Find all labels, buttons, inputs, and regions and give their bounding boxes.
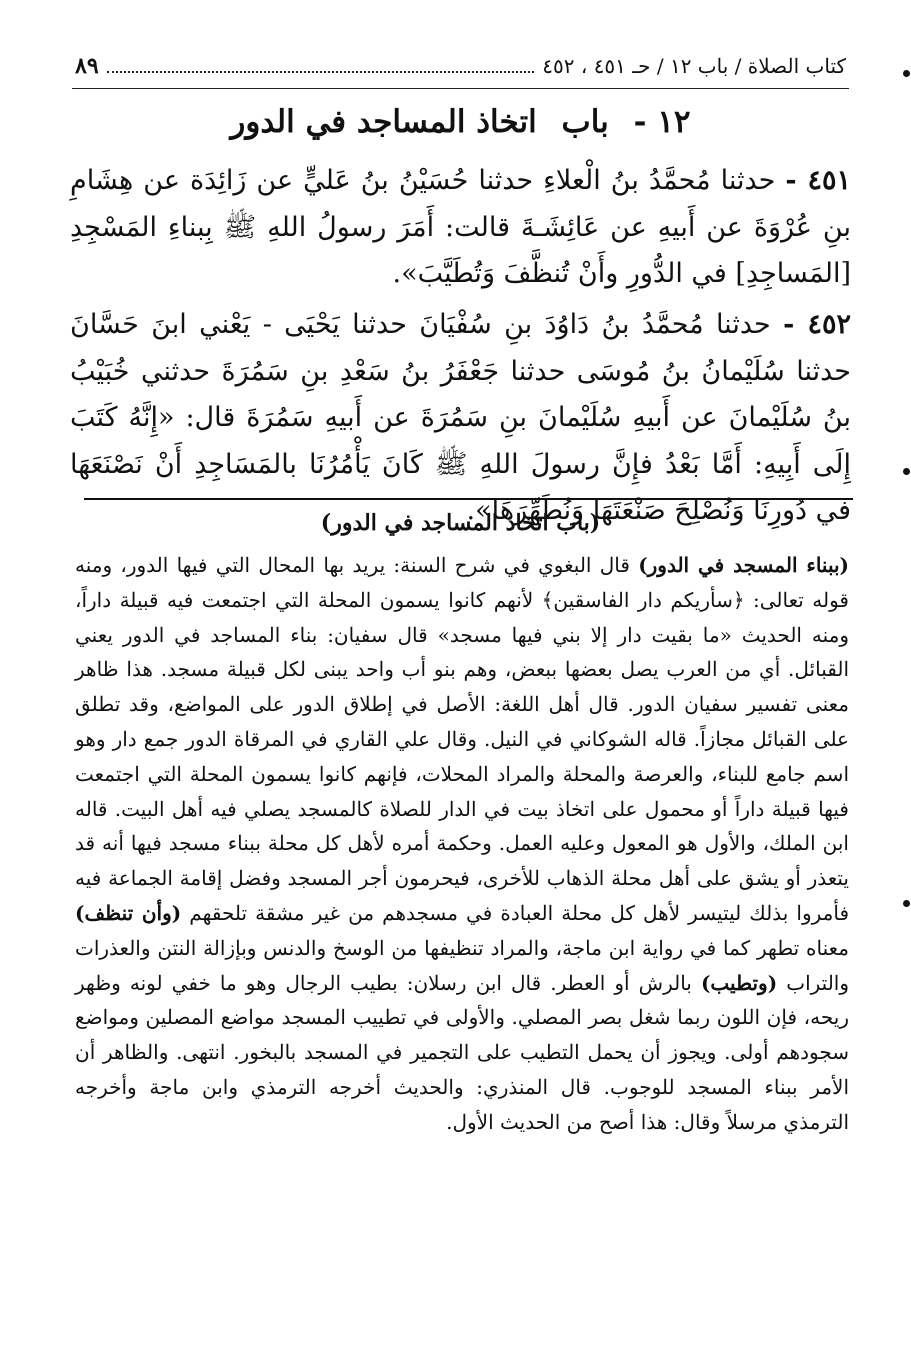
commentary-lemma-3: (وتطيب) [700, 970, 778, 995]
hadith-451-number: ٤٥١ - [785, 165, 851, 196]
scan-edge-mark [903, 70, 910, 77]
commentary-body [75, 548, 849, 1140]
header-dot-leader [107, 71, 535, 73]
commentary-lemma-1: (ببناء المسجد في الدور) [638, 553, 850, 577]
running-header [75, 48, 846, 84]
hadith-452-number: ٤٥٢ - [783, 309, 851, 340]
commentary-lemma-2: (وأن تنظف) [75, 900, 182, 925]
commentary-text-2: معناه تطهر كما في رواية ابن ماجة، والمراد تنظيفها من الوسخ والدنس وبإزالة النتن والعذرات والتراب [75, 935, 849, 995]
chapter-bab-label: باب [561, 104, 609, 140]
commentary-divider [84, 498, 853, 500]
running-title: كتاب الصلاة / باب ١٢ / حـ ٤٥١ ، ٤٥٢ [542, 54, 846, 78]
header-rule [72, 88, 849, 89]
commentary-title: (باب اتخاذ المساجد في الدور) [320, 510, 601, 536]
commentary-text-1: قال البغوي في شرح السنة: يريد بها المحال التي فيها الدور، ومنه قوله تعالى: ﴿سأريكم دار الفاسقين﴾ لأنهم كانوا يسمون المحلة التي اجتمعت فيه قبيلة داراً، ومنه الحديث «ما بقيت دار إلا بني فيها مسجد» قال سفيان: بناء المساجد في الدور يعني القبائل. أي من العرب يصل بعضها ببعض، وهم بنو أب واحد يبنى لكل قبيلة مسجد. هذا ظاهر معنى تفسير سفيان الدور. قال أهل اللغة: الأصل في إطلاق الدور على المواضع، وقد تطلق على القبائل مجازاً. قاله الشوكاني في النيل. وقال علي القاري في المرقاة الدور جمع دار وهو اسم جامع للبناء، والعرصة والمحلة والمراد المحلات، فإنهم كانوا يسمون المحلة التي اجتمعت فيها قبيلة داراً أو محمول على اتخاذ بيت في الدار للصلاة كالمسجد يصلي فيه أهل البيت. قاله ابن الملك، والأول هو المعول وعليه العمل. وحكمة أمره لأهل كل محلة ببناء مسجد فيها أنه قد يتعذر أو يشق على أهل محلة الذهاب للأخرى، فيحرمون أجر المسجد وفضل إقامة الجماعة فيه فأمروا بذلك ليتيسر لأهل كل محلة العبادة في مسجدهم من غير مشقة تلحقهم [75, 553, 850, 925]
page-number: ٨٩ [75, 53, 99, 79]
chapter-number: ١٢ - [633, 104, 691, 140]
scan-edge-mark [903, 900, 910, 907]
chapter-title: اتخاذ المساجد في الدور [230, 104, 537, 140]
scan-edge-mark [903, 468, 910, 475]
hadith-452-text: حدثنا مُحمَّدُ بنُ دَاوُدَ بنِ سُفْيَانَ حدثنا يَحْيَى - يَعْني ابنَ حَسَّانَ حدثنا سُلَيْمانُ بنُ مُوسَى حدثنا جَعْفَرُ بنُ سَعْدِ بنِ سَمُرَةَ حدثني خُبَيْبُ بنُ سُلَيْمانَ عن أَبيهِ سُلَيْمانَ بنِ سَمُرَةَ عن أَبيهِ سَمُرَةَ قال: «إِنَّهُ كَتَبَ إِلَى أَبِيهِ: أَمَّا بَعْدُ فإِنَّ رسولَ اللهِ ﷺ كَانَ يَأْمُرُنَا بالمَسَاجِدِ أَنْ نَصْنَعَهَا في دُورِنَا وَنُصْلِحَ صَنْعَتَهَا وَنُطَهِّرَهَا». [70, 309, 851, 526]
chapter-heading [80, 104, 841, 140]
hadith-451 [70, 158, 851, 298]
hadith-451-text: حدثنا مُحمَّدُ بنُ الْعلاءِ حدثنا حُسَيْنُ بنُ عَليٍّ عن زَائِدَة عن هِشَامِ بنِ عُرْوَةَ عن أَبيهِ عن عَائِشَـةَ قالت: أَمَرَ رسولُ اللهِ ﷺ بِبناءِ المَسْجِدِ [المَساجِدِ] في الدُّورِ وأَنْ تُنظَّفَ وَتُطَيَّبَ». [70, 165, 851, 289]
commentary-text-3: بالرش أو العطر. قال ابن رسلان: بطيب الرجال وهو ما خفي لونه وظهر ريحه، فإن اللون ربما شغل بصر المصلي. والأولى في تطييب المسجد مواضع المصلين ومواضع سجودهم أولى. ويجوز أن يحمل التطيب على التجمير في المسجد بالبخور. انتهى. والظاهر أن الأمر ببناء المسجد للوجوب. قال المنذري: والحديث أخرجه الترمذي وابن ماجة وأخرجه الترمذي مرسلاً وقال: هذا أصح من الحديث الأول. [75, 970, 850, 1134]
